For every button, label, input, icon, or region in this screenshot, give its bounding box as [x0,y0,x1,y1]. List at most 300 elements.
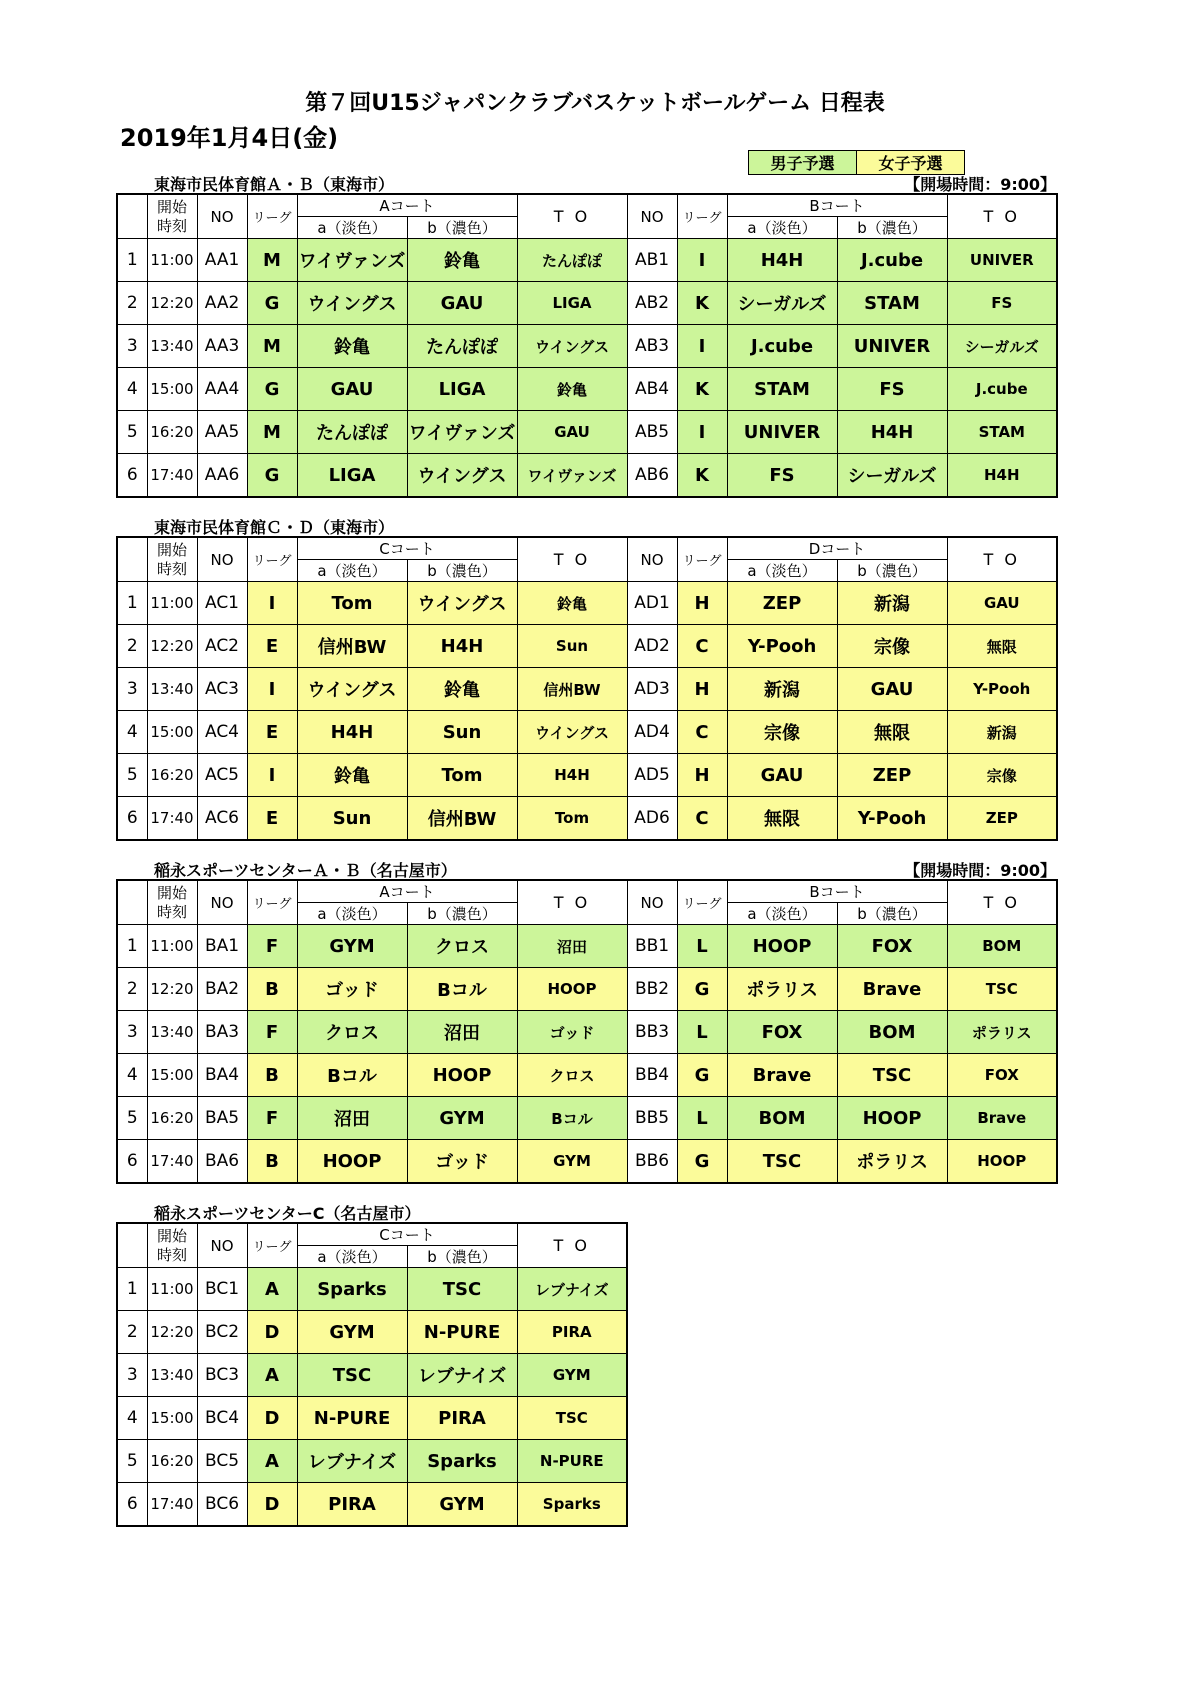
team-b: BOM [837,1011,947,1054]
game-row [117,1354,627,1397]
table-official: ウイングス [517,325,627,368]
team-a: GYM [297,1311,407,1354]
table-official: Tom [517,797,627,841]
game-row [117,454,1057,498]
league-code: I [677,325,727,368]
game-row [117,1054,1057,1097]
row-index: 4 [117,1054,147,1097]
opening-time: 【開場時間：9:00】 [904,861,1056,880]
table-official: UNIVER [947,239,1057,282]
league-code: D [247,1397,297,1440]
venue-name: 稲永スポーツセンターＡ・Ｂ（名古屋市） [154,861,457,880]
row-index: 2 [117,625,147,668]
team-b: Bコル [407,968,517,1011]
header-no: NO [627,537,677,582]
game-number: BC2 [197,1311,247,1354]
table-official: ウイングス [517,711,627,754]
start-time: 15:00 [147,711,197,754]
game-number: BA2 [197,968,247,1011]
table-official: HOOP [947,1140,1057,1184]
team-a: FOX [727,1011,837,1054]
game-row [117,925,1057,968]
game-row [117,325,1057,368]
league-code: H [677,668,727,711]
league-code: M [247,411,297,454]
team-a: GAU [297,368,407,411]
start-time: 13:40 [147,668,197,711]
row-index: 4 [117,1397,147,1440]
row-index: 6 [117,1140,147,1184]
team-b: PIRA [407,1397,517,1440]
game-number: AC4 [197,711,247,754]
team-b: FOX [837,925,947,968]
start-time: 16:20 [147,1097,197,1140]
team-b: たんぽぽ [407,325,517,368]
court-name: Aコート [297,880,517,903]
team-b: クロス [407,925,517,968]
game-number: AC5 [197,754,247,797]
row-index: 1 [117,239,147,282]
header-start-top: 開始 [156,540,187,559]
team-a: TSC [727,1140,837,1184]
table-official: ポラリス [947,1011,1057,1054]
table-official: STAM [947,411,1057,454]
venue-name: 東海市民体育館Ａ・Ｂ（東海市） [154,175,395,194]
table-official: GAU [947,582,1057,625]
event-date: 2019年1月4日(金) [120,124,339,152]
header-team-b: b（濃色） [837,903,947,925]
game-row [117,368,1057,411]
row-index: 6 [117,1483,147,1527]
game-row [117,1140,1057,1184]
legend-boys: 男子予選 [749,151,857,175]
table-official: 沼田 [517,925,627,968]
venue-name: 稲永スポーツセンターC（名古屋市） [154,1204,421,1223]
header-start-time [147,537,197,582]
team-b: GAU [837,668,947,711]
team-b: ワイヴァンズ [407,411,517,454]
league-code: I [677,411,727,454]
team-a: H4H [297,711,407,754]
row-index: 6 [117,797,147,841]
team-b: H4H [407,625,517,668]
schedule-table [116,879,1058,1184]
team-b: J.cube [837,239,947,282]
team-a: ワイヴァンズ [297,239,407,282]
league-code: C [677,797,727,841]
team-b: HOOP [407,1054,517,1097]
game-number: AA3 [197,325,247,368]
team-a: ウイングス [297,282,407,325]
header-start-bottom: 時刻 [156,902,187,921]
row-index: 2 [117,1311,147,1354]
team-a: HOOP [297,1140,407,1184]
team-a: N-PURE [297,1397,407,1440]
game-number: BC5 [197,1440,247,1483]
game-row [117,282,1057,325]
team-b: 無限 [837,711,947,754]
team-a: GAU [727,754,837,797]
team-b: Tom [407,754,517,797]
league-code: F [247,925,297,968]
game-number: BB3 [627,1011,677,1054]
game-row [117,1268,627,1311]
league-code: I [247,754,297,797]
game-number: AB4 [627,368,677,411]
game-row [117,797,1057,841]
team-b: Sparks [407,1440,517,1483]
table-official: 信州BW [517,668,627,711]
game-row [117,1097,1057,1140]
header-team-b: b（濃色） [407,217,517,239]
game-number: BC4 [197,1397,247,1440]
game-row [117,754,1057,797]
header-team-b: b（濃色） [837,560,947,582]
league-code: L [677,1097,727,1140]
team-b: シーガルズ [837,454,947,498]
header-to: T O [947,880,1057,925]
row-index: 2 [117,968,147,1011]
league-code: F [247,1011,297,1054]
header-league: リーグ [247,537,297,582]
game-number: BB1 [627,925,677,968]
game-number: AD5 [627,754,677,797]
header-to: T O [517,880,627,925]
team-b: 宗像 [837,625,947,668]
game-number: AA5 [197,411,247,454]
schedule-table [116,1222,628,1527]
header-no: NO [627,194,677,239]
table-official: GAU [517,411,627,454]
start-time: 17:40 [147,797,197,841]
game-number: AB6 [627,454,677,498]
team-b: ゴッド [407,1140,517,1184]
row-index: 1 [117,1268,147,1311]
schedule-table [116,536,1058,841]
header-to: T O [517,537,627,582]
start-time: 15:00 [147,1054,197,1097]
table-official: FS [947,282,1057,325]
row-index: 5 [117,1097,147,1140]
game-number: BA4 [197,1054,247,1097]
game-number: AD3 [627,668,677,711]
team-a: TSC [297,1354,407,1397]
league-code: A [247,1440,297,1483]
header-no: NO [197,194,247,239]
team-a: ゴッド [297,968,407,1011]
league-code: L [677,925,727,968]
team-a: 沼田 [297,1097,407,1140]
table-official: Sun [517,625,627,668]
team-b: H4H [837,411,947,454]
team-b: 沼田 [407,1011,517,1054]
league-code: C [677,625,727,668]
table-official: GYM [517,1140,627,1184]
table-official: J.cube [947,368,1057,411]
team-b: GAU [407,282,517,325]
team-a: ZEP [727,582,837,625]
table-official: TSC [517,1397,627,1440]
league-code: G [677,1054,727,1097]
league-code: G [247,282,297,325]
team-b: Y-Pooh [837,797,947,841]
league-code: E [247,625,297,668]
game-number: BB5 [627,1097,677,1140]
team-b: N-PURE [407,1311,517,1354]
header-league: リーグ [247,880,297,925]
game-number: BB4 [627,1054,677,1097]
team-b: Sun [407,711,517,754]
header-to: T O [517,194,627,239]
start-time: 12:20 [147,625,197,668]
game-number: AC6 [197,797,247,841]
team-a: Tom [297,582,407,625]
game-number: AD2 [627,625,677,668]
team-b: 鈴亀 [407,668,517,711]
header-league: リーグ [677,194,727,239]
header-start-time [147,880,197,925]
league-code: M [247,325,297,368]
team-a: ウイングス [297,668,407,711]
row-index: 5 [117,411,147,454]
start-time: 16:20 [147,754,197,797]
game-number: AD1 [627,582,677,625]
header-index [117,880,147,925]
table-official: HOOP [517,968,627,1011]
game-number: BA1 [197,925,247,968]
start-time: 15:00 [147,1397,197,1440]
game-number: AC1 [197,582,247,625]
league-code: H [677,582,727,625]
schedule-table [116,193,1058,498]
start-time: 11:00 [147,1268,197,1311]
header-team-a: a（淡色） [297,903,407,925]
start-time: 11:00 [147,582,197,625]
header-start-bottom: 時刻 [156,1245,187,1264]
game-number: BC1 [197,1268,247,1311]
start-time: 15:00 [147,368,197,411]
table-official: 新潟 [947,711,1057,754]
header-index [117,1223,147,1268]
table-official: N-PURE [517,1440,627,1483]
team-a: 信州BW [297,625,407,668]
row-index: 4 [117,711,147,754]
game-number: AB1 [627,239,677,282]
court-name: Aコート [297,194,517,217]
game-number: BA5 [197,1097,247,1140]
league-code: B [247,1054,297,1097]
game-number: BB6 [627,1140,677,1184]
game-row [117,411,1057,454]
league-code: B [247,968,297,1011]
header-no: NO [197,1223,247,1268]
game-row [117,239,1057,282]
team-a: Sun [297,797,407,841]
game-row [117,625,1057,668]
header-start-top: 開始 [156,197,187,216]
table-official: BOM [947,925,1057,968]
table-official: H4H [947,454,1057,498]
team-a: 鈴亀 [297,325,407,368]
venue-section [116,515,1056,841]
table-official: Sparks [517,1483,627,1527]
header-index [117,537,147,582]
table-official: 宗像 [947,754,1057,797]
team-a: GYM [297,925,407,968]
league-code: C [677,711,727,754]
game-number: AA1 [197,239,247,282]
row-index: 3 [117,1011,147,1054]
header-team-a: a（淡色） [297,1246,407,1268]
start-time: 17:40 [147,454,197,498]
table-official: Y-Pooh [947,668,1057,711]
legend-girls: 女子予選 [857,151,965,175]
team-a: クロス [297,1011,407,1054]
game-number: BC3 [197,1354,247,1397]
team-b: Brave [837,968,947,1011]
header-team-a: a（淡色） [727,217,837,239]
team-a: FS [727,454,837,498]
league-code: I [677,239,727,282]
game-number: BB2 [627,968,677,1011]
table-official: 無限 [947,625,1057,668]
table-official: レブナイズ [517,1268,627,1311]
team-a: シーガルズ [727,282,837,325]
league-code: K [677,368,727,411]
game-number: AA2 [197,282,247,325]
header-to: T O [947,194,1057,239]
team-a: 新潟 [727,668,837,711]
header-league: リーグ [677,880,727,925]
court-name: Bコート [727,880,947,903]
start-time: 12:20 [147,282,197,325]
league-code: B [247,1140,297,1184]
venue-section [116,1201,626,1527]
game-number: AB3 [627,325,677,368]
table-official: PIRA [517,1311,627,1354]
league-code: A [247,1268,297,1311]
team-b: GYM [407,1483,517,1527]
game-number: AB5 [627,411,677,454]
row-index: 5 [117,1440,147,1483]
header-team-b: b（濃色） [407,560,517,582]
team-a: HOOP [727,925,837,968]
game-row [117,668,1057,711]
team-b: ポラリス [837,1140,947,1184]
team-b: ウイングス [407,454,517,498]
row-index: 6 [117,454,147,498]
league-code: I [247,668,297,711]
game-number: AD4 [627,711,677,754]
team-a: 無限 [727,797,837,841]
table-official: Bコル [517,1097,627,1140]
league-code: I [247,582,297,625]
start-time: 16:20 [147,411,197,454]
table-official: Brave [947,1097,1057,1140]
header-team-a: a（淡色） [727,903,837,925]
team-b: UNIVER [837,325,947,368]
page-title: 第７回U15ジャパンクラブバスケットボールゲーム 日程表 [305,91,885,116]
game-number: AC3 [197,668,247,711]
table-official: LIGA [517,282,627,325]
row-index: 1 [117,925,147,968]
game-row [117,968,1057,1011]
table-official: TSC [947,968,1057,1011]
start-time: 13:40 [147,1354,197,1397]
team-a: BOM [727,1097,837,1140]
header-start-top: 開始 [156,883,187,902]
table-official: ZEP [947,797,1057,841]
game-number: AB2 [627,282,677,325]
start-time: 13:40 [147,1011,197,1054]
header-start-time [147,194,197,239]
league-code: G [677,1140,727,1184]
venue-section [116,858,1056,1184]
court-name: Bコート [727,194,947,217]
league-code: K [677,282,727,325]
header-no: NO [627,880,677,925]
game-number: AA6 [197,454,247,498]
table-official: ゴッド [517,1011,627,1054]
game-number: BC6 [197,1483,247,1527]
header-team-b: b（濃色） [837,217,947,239]
court-name: Dコート [727,537,947,560]
start-time: 12:20 [147,1311,197,1354]
header-team-a: a（淡色） [297,217,407,239]
league-code: D [247,1311,297,1354]
league-code: F [247,1097,297,1140]
team-a: J.cube [727,325,837,368]
header-league: リーグ [247,194,297,239]
team-b: STAM [837,282,947,325]
team-b: TSC [407,1268,517,1311]
league-code: A [247,1354,297,1397]
table-official: FOX [947,1054,1057,1097]
table-official: ワイヴァンズ [517,454,627,498]
header-team-a: a（淡色） [727,560,837,582]
table-official: クロス [517,1054,627,1097]
row-index: 1 [117,582,147,625]
team-a: Bコル [297,1054,407,1097]
header-to: T O [947,537,1057,582]
header-start-bottom: 時刻 [156,216,187,235]
game-row [117,1311,627,1354]
league-code: K [677,454,727,498]
team-a: Sparks [297,1268,407,1311]
team-a: STAM [727,368,837,411]
game-number: AA4 [197,368,247,411]
table-official: GYM [517,1354,627,1397]
header-league: リーグ [247,1223,297,1268]
team-b: LIGA [407,368,517,411]
team-b: 新潟 [837,582,947,625]
start-time: 17:40 [147,1483,197,1527]
row-index: 4 [117,368,147,411]
team-a: たんぽぽ [297,411,407,454]
start-time: 16:20 [147,1440,197,1483]
start-time: 11:00 [147,239,197,282]
court-name: Cコート [297,1223,517,1246]
table-official: 鈴亀 [517,582,627,625]
team-a: LIGA [297,454,407,498]
team-b: FS [837,368,947,411]
start-time: 13:40 [147,325,197,368]
header-team-a: a（淡色） [297,560,407,582]
header-no: NO [197,880,247,925]
venue-section [116,172,1056,498]
game-number: BA6 [197,1140,247,1184]
header-league: リーグ [677,537,727,582]
